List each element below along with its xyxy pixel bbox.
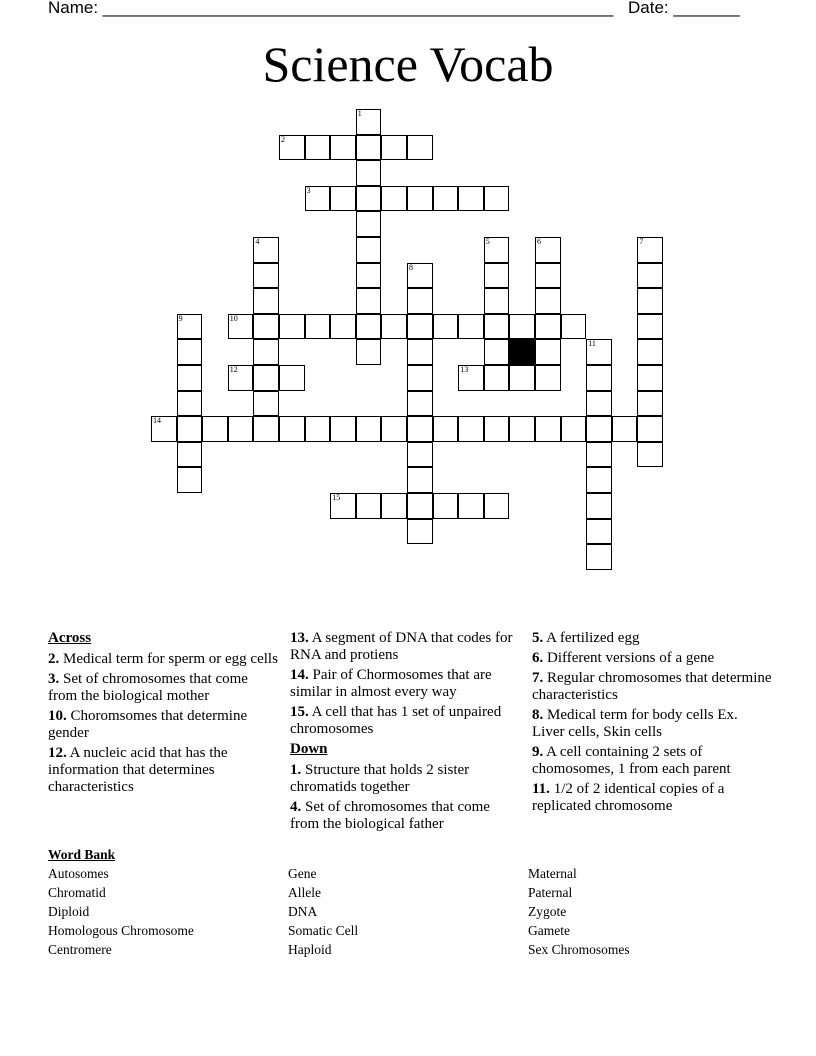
clue-number: 10 (229, 313, 238, 323)
crossword-cell[interactable] (433, 416, 459, 442)
crossword-cell[interactable] (586, 467, 612, 493)
clues-column-1 (48, 630, 278, 799)
crossword-cell[interactable] (407, 314, 433, 340)
crossword-cell[interactable] (253, 263, 279, 289)
crossword-cell[interactable] (535, 416, 561, 442)
clue-12: 12. A nucleic acid that has the information that determines characteristics (48, 745, 228, 795)
crossword-cell[interactable] (356, 314, 382, 340)
word-bank-word: Centromere (48, 942, 112, 957)
clue-8: 8. Medical term for body cells Ex. Liver cells, Skin cells (532, 707, 738, 740)
down-heading: Down (290, 741, 328, 757)
crossword-cell[interactable] (407, 442, 433, 468)
crossword-cell[interactable] (509, 314, 535, 340)
crossword-cell[interactable] (330, 493, 356, 519)
crossword-cell[interactable] (177, 314, 203, 340)
crossword-cell[interactable] (356, 416, 382, 442)
clue-number: 5 (485, 237, 490, 246)
clue-number: 12 (229, 365, 238, 374)
crossword-cell[interactable] (407, 391, 433, 417)
crossword-cell[interactable] (279, 314, 305, 340)
crossword-cell[interactable] (177, 467, 203, 493)
clue-number: 6 (537, 237, 541, 246)
crossword-cell[interactable] (535, 314, 561, 340)
crossword-cell[interactable] (381, 416, 407, 442)
clue-6: 6. Different versions of a gene (532, 650, 715, 666)
crossword-cell[interactable] (586, 365, 612, 391)
clue-number: 8 (409, 262, 413, 272)
crossword-cell[interactable] (484, 288, 510, 314)
clue-11: 11. 1/2 of 2 identical copies of a replicated chromosome (532, 781, 725, 814)
crossword-cell[interactable] (356, 493, 382, 519)
word-bank-column (528, 864, 630, 959)
clue-number: 1 (357, 109, 362, 118)
crossword-cell[interactable] (458, 416, 484, 442)
crossword-cell[interactable] (381, 314, 407, 340)
crossword-cell[interactable] (509, 365, 535, 391)
word-bank-word: Gamete (528, 923, 570, 938)
clue-5: 5. A fertilized egg (532, 630, 640, 646)
crossword-cell[interactable] (330, 314, 356, 340)
crossword-cell[interactable] (484, 365, 510, 391)
crossword-cell[interactable] (330, 416, 356, 442)
crossword-cell[interactable] (561, 314, 587, 340)
clue-number: 11 (588, 339, 596, 349)
crossword-cell[interactable] (586, 339, 612, 365)
crossword-cell[interactable] (637, 365, 663, 391)
crossword-cell[interactable] (381, 135, 407, 161)
crossword-cell[interactable] (228, 314, 254, 340)
clue-number: 2 (281, 134, 285, 144)
word-bank-word: Sex Chromosomes (528, 942, 630, 957)
crossword-cell[interactable] (535, 288, 561, 314)
word-bank-title: Word Bank (48, 847, 116, 862)
crossword-cell[interactable] (484, 416, 510, 442)
crossword-cell[interactable] (586, 519, 612, 545)
crossword-cell[interactable] (586, 544, 612, 570)
crossword-cell[interactable] (356, 339, 382, 365)
clue-4: 4. Set of chromosomes that come from the biological father (290, 799, 490, 832)
crossword-cell[interactable] (484, 186, 510, 212)
clue-3: 3. Set of chromosomes that come from the biological mother (48, 671, 248, 704)
crossword-cell[interactable] (484, 493, 510, 519)
word-bank (48, 845, 768, 957)
crossword-cell[interactable] (305, 314, 331, 340)
clue-2: 2. Medical term for sperm or egg cells (48, 651, 278, 667)
crossword-cell[interactable] (484, 314, 510, 340)
crossword-cell[interactable] (177, 442, 203, 468)
crossword-cell[interactable] (279, 416, 305, 442)
crossword-cell[interactable] (433, 186, 459, 212)
crossword-cell[interactable] (177, 416, 203, 442)
crossword-cell[interactable] (381, 493, 407, 519)
crossword-cell[interactable] (253, 314, 279, 340)
crossword-cell[interactable] (637, 314, 663, 340)
crossword-cell[interactable] (458, 365, 484, 391)
word-bank-word: Homologous Chromosome (48, 923, 194, 938)
crossword-cell[interactable] (356, 160, 382, 186)
clue-number: 13 (460, 365, 469, 374)
crossword-cell[interactable] (356, 186, 382, 212)
date-field[interactable]: Date: _______ (628, 0, 740, 17)
crossword-cell[interactable] (305, 416, 331, 442)
word-bank-word: DNA (288, 904, 318, 919)
crossword-cell[interactable] (637, 442, 663, 468)
crossword-cell[interactable] (561, 416, 587, 442)
word-bank-word: Allele (288, 885, 321, 900)
crossword-cell[interactable] (458, 493, 484, 519)
crossword-cell[interactable] (253, 288, 279, 314)
crossword-cell[interactable] (407, 519, 433, 545)
crossword-cell[interactable] (279, 135, 305, 161)
crossword-cell[interactable] (612, 416, 638, 442)
clue-15: 15. A cell that has 1 set of unpaired chromosomes (290, 704, 502, 737)
crossword-cell[interactable] (228, 365, 254, 391)
crossword-cell[interactable] (356, 211, 382, 237)
word-bank-word: Haploid (288, 942, 332, 957)
crossword-cell[interactable] (407, 416, 433, 442)
crossword-cell[interactable] (433, 314, 459, 340)
crossword-cell[interactable] (253, 237, 279, 263)
crossword-cell[interactable] (407, 186, 433, 212)
crossword-cell[interactable] (637, 288, 663, 314)
word-bank-column (288, 864, 358, 959)
word-bank-column (48, 864, 194, 959)
word-bank-word: Paternal (528, 885, 573, 900)
crossword-cell[interactable] (356, 237, 382, 263)
crossword-cell[interactable] (177, 365, 203, 391)
crossword-cell[interactable] (637, 237, 663, 263)
clue-number: 7 (639, 237, 644, 246)
crossword-cell[interactable] (330, 186, 356, 212)
clue-13: 13. A segment of DNA that codes for RNA and protiens (290, 630, 513, 663)
clue-number: 3 (306, 185, 311, 195)
word-bank-word: Gene (288, 866, 317, 881)
word-bank-word: Autosomes (48, 866, 109, 881)
crossword-cell[interactable] (305, 135, 331, 161)
crossword-cell[interactable] (637, 416, 663, 442)
crossword-cell[interactable] (407, 493, 433, 519)
word-bank-word: Maternal (528, 866, 577, 881)
crossword-cell[interactable] (535, 263, 561, 289)
crossword-cell[interactable] (228, 416, 254, 442)
crossword-cell[interactable] (433, 493, 459, 519)
crossword-cell[interactable] (202, 416, 228, 442)
crossword-cell[interactable] (253, 416, 279, 442)
crossword-cell[interactable] (253, 339, 279, 365)
clue-number: 14 (153, 416, 161, 426)
clue-number: 4 (255, 237, 260, 246)
crossword-cell[interactable] (586, 391, 612, 417)
clue-10: 10. Choromsomes that determine gender (48, 708, 248, 741)
crossword-cell[interactable] (509, 416, 535, 442)
crossword-cell[interactable] (484, 339, 510, 365)
word-bank-word: Diploid (48, 904, 90, 919)
crossword-cell[interactable] (151, 416, 177, 442)
crossword-cell[interactable] (177, 391, 203, 417)
crossword-cell[interactable] (535, 237, 561, 263)
crossword-cell[interactable] (586, 416, 612, 442)
crossword-cell[interactable] (407, 365, 433, 391)
crossword-cell[interactable] (356, 135, 382, 161)
clue-9: 9. A cell containing 2 sets of chomosomes, 1 from each parent (532, 744, 731, 777)
crossword-cell[interactable] (407, 339, 433, 365)
crossword-cell[interactable] (253, 365, 279, 391)
crossword-cell[interactable] (535, 339, 561, 365)
clue-7: 7. Regular chromosomes that determine characteristics (532, 670, 772, 703)
crossword-cell[interactable] (407, 135, 433, 161)
crossword-cell[interactable] (253, 391, 279, 417)
crossword-cell[interactable] (407, 467, 433, 493)
blocked-cell (509, 339, 535, 365)
page-title: Science Vocab (262, 36, 554, 92)
crossword-cell[interactable] (484, 237, 510, 263)
crossword-cell[interactable] (177, 339, 203, 365)
crossword-cell[interactable] (407, 288, 433, 314)
crossword-cell[interactable] (356, 109, 382, 135)
clue-number: 15 (332, 493, 341, 502)
crossword-cell[interactable] (305, 186, 331, 212)
clues-column-3 (532, 630, 772, 818)
clue-number: 9 (178, 313, 183, 323)
word-bank-word: Zygote (528, 904, 567, 919)
crossword-cell[interactable] (637, 263, 663, 289)
clues-column-2 (290, 630, 520, 836)
crossword-cell[interactable] (637, 391, 663, 417)
crossword-cell[interactable] (535, 365, 561, 391)
crossword-cell[interactable] (356, 263, 382, 289)
crossword-cell[interactable] (356, 288, 382, 314)
name-field[interactable]: Name: ______________________________________________________ (48, 0, 614, 17)
clue-1: 1. Structure that holds 2 sister chromatids together (290, 762, 470, 795)
crossword-cell[interactable] (637, 339, 663, 365)
across-heading: Across (48, 630, 92, 646)
crossword-cell[interactable] (586, 442, 612, 468)
word-bank-word: Chromatid (48, 885, 106, 900)
crossword-cell[interactable] (279, 365, 305, 391)
word-bank-word: Somatic Cell (288, 923, 359, 938)
crossword-cell[interactable] (458, 186, 484, 212)
crossword-cell[interactable] (586, 493, 612, 519)
crossword-cell[interactable] (458, 314, 484, 340)
crossword-cell[interactable] (407, 263, 433, 289)
crossword-cell[interactable] (484, 263, 510, 289)
crossword-cell[interactable] (330, 135, 356, 161)
clue-14: 14. Pair of Chormosomes that are similar in almost every way (290, 667, 492, 700)
crossword-cell[interactable] (381, 186, 407, 212)
